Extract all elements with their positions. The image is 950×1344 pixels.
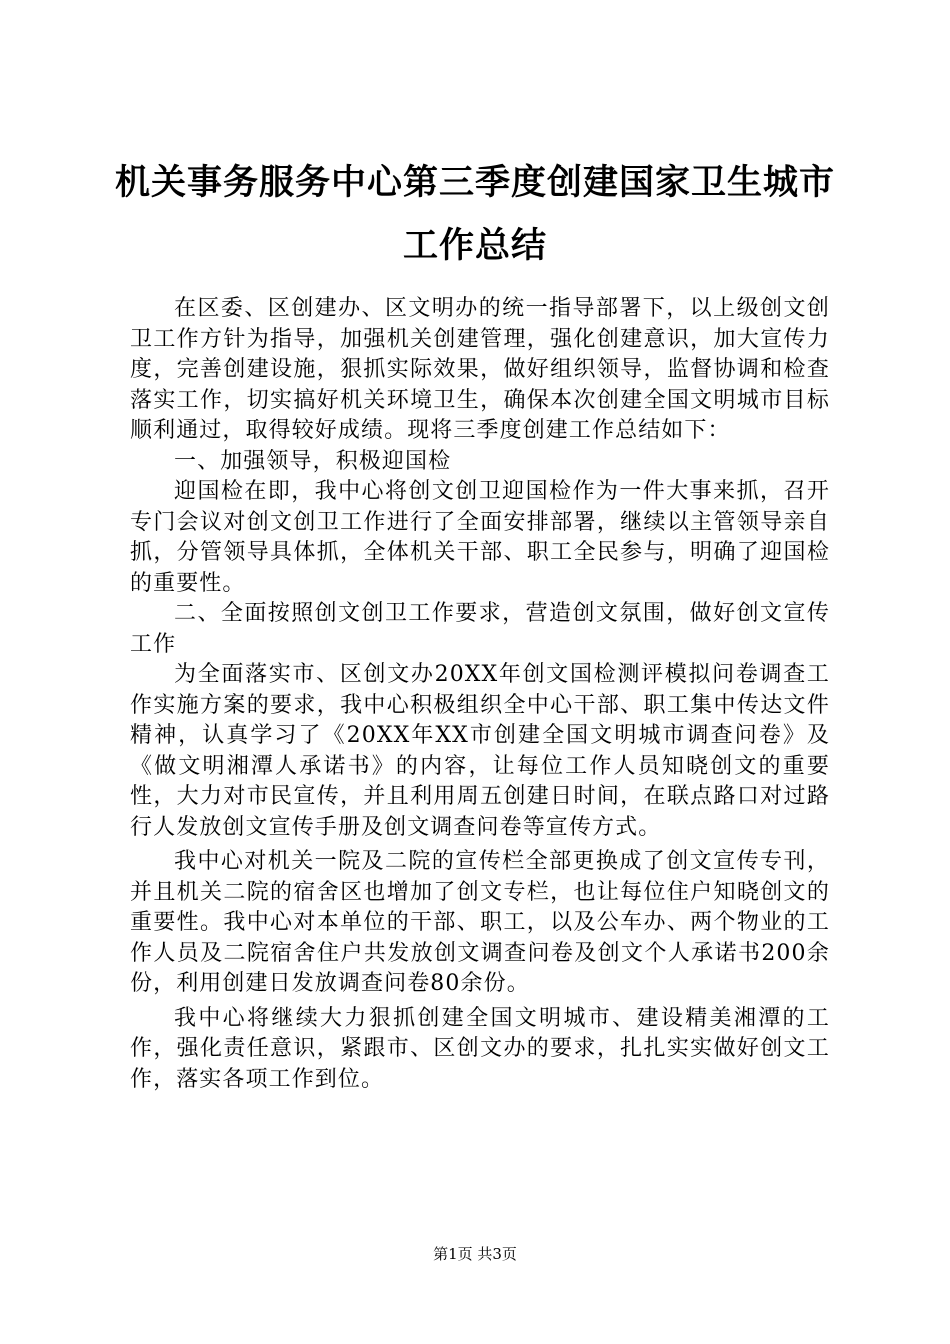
paragraph-section-1: 迎国检在即，我中心将创文创卫迎国检作为一件大事来抓，召开专门会议对创文创卫工作进行了全面安排部署，继续以主管领导亲自抓，分管领导具体抓，全体机关干部、职工全民参与，明确了迎国检的重要性。	[130, 479, 830, 596]
paragraph-section-2b: 我中心对机关一院及二院的宣传栏全部更换成了创文宣传专刊，并且机关二院的宿舍区也增加了创文专栏，也让每位住户知晓创文的重要性。我中心对本单位的干部、职工，以及公车办、两个物业的工作人员及二院宿舍住户共发放创文调查问卷及创文个人承诺书200余份，利用创建日发放调查问卷80余份。	[130, 849, 830, 996]
page-number-footer: 第1页 共3页	[433, 1245, 517, 1263]
document-body	[130, 294, 830, 1095]
document-title-line-1: 机关事务服务中心第三季度创建国家卫生城市	[114, 162, 835, 203]
document-title-line-2: 工作总结	[402, 225, 547, 266]
paragraph-intro: 在区委、区创建办、区文明办的统一指导部署下，以上级创文创卫工作方针为指导，加强机关创建管理，强化创建意识，加大宣传力度，完善创建设施，狠抓实际效果，做好组织领导，监督协调和检查落实工作，切实搞好机关环境卫生，确保本次创建全国文明城市目标顺利通过，取得较好成绩。现将三季度创建工作总结如下：	[130, 296, 830, 443]
paragraph-conclusion: 我中心将继续大力狠抓创建全国文明城市、建设精美湘潭的工作，强化责任意识，紧跟市、区创文办的要求，扎扎实实做好创文工作，落实各项工作到位。	[130, 1005, 830, 1092]
paragraph-section-2a: 为全面落实市、区创文办20XX年创文国检测评模拟问卷调查工作实施方案的要求，我中心积极组织全中心干部、职工集中传达文件精神，认真学习了《20XX年XX市创建全国文明城市调查问卷》及《做文明湘潭人承诺书》的内容，让每位工作人员知晓创文的重要性，大力对市民宣传，并且利用周五创建日时间，在联点路口对过路行人发放创文宣传手册及创文调查问卷等宣传方式。	[130, 662, 830, 840]
section-heading-1: 一、加强领导，积极迎国检	[174, 448, 452, 474]
section-heading-2: 二、全面按照创文创卫工作要求，营造创文氛围，做好创文宣传工作	[130, 601, 830, 657]
